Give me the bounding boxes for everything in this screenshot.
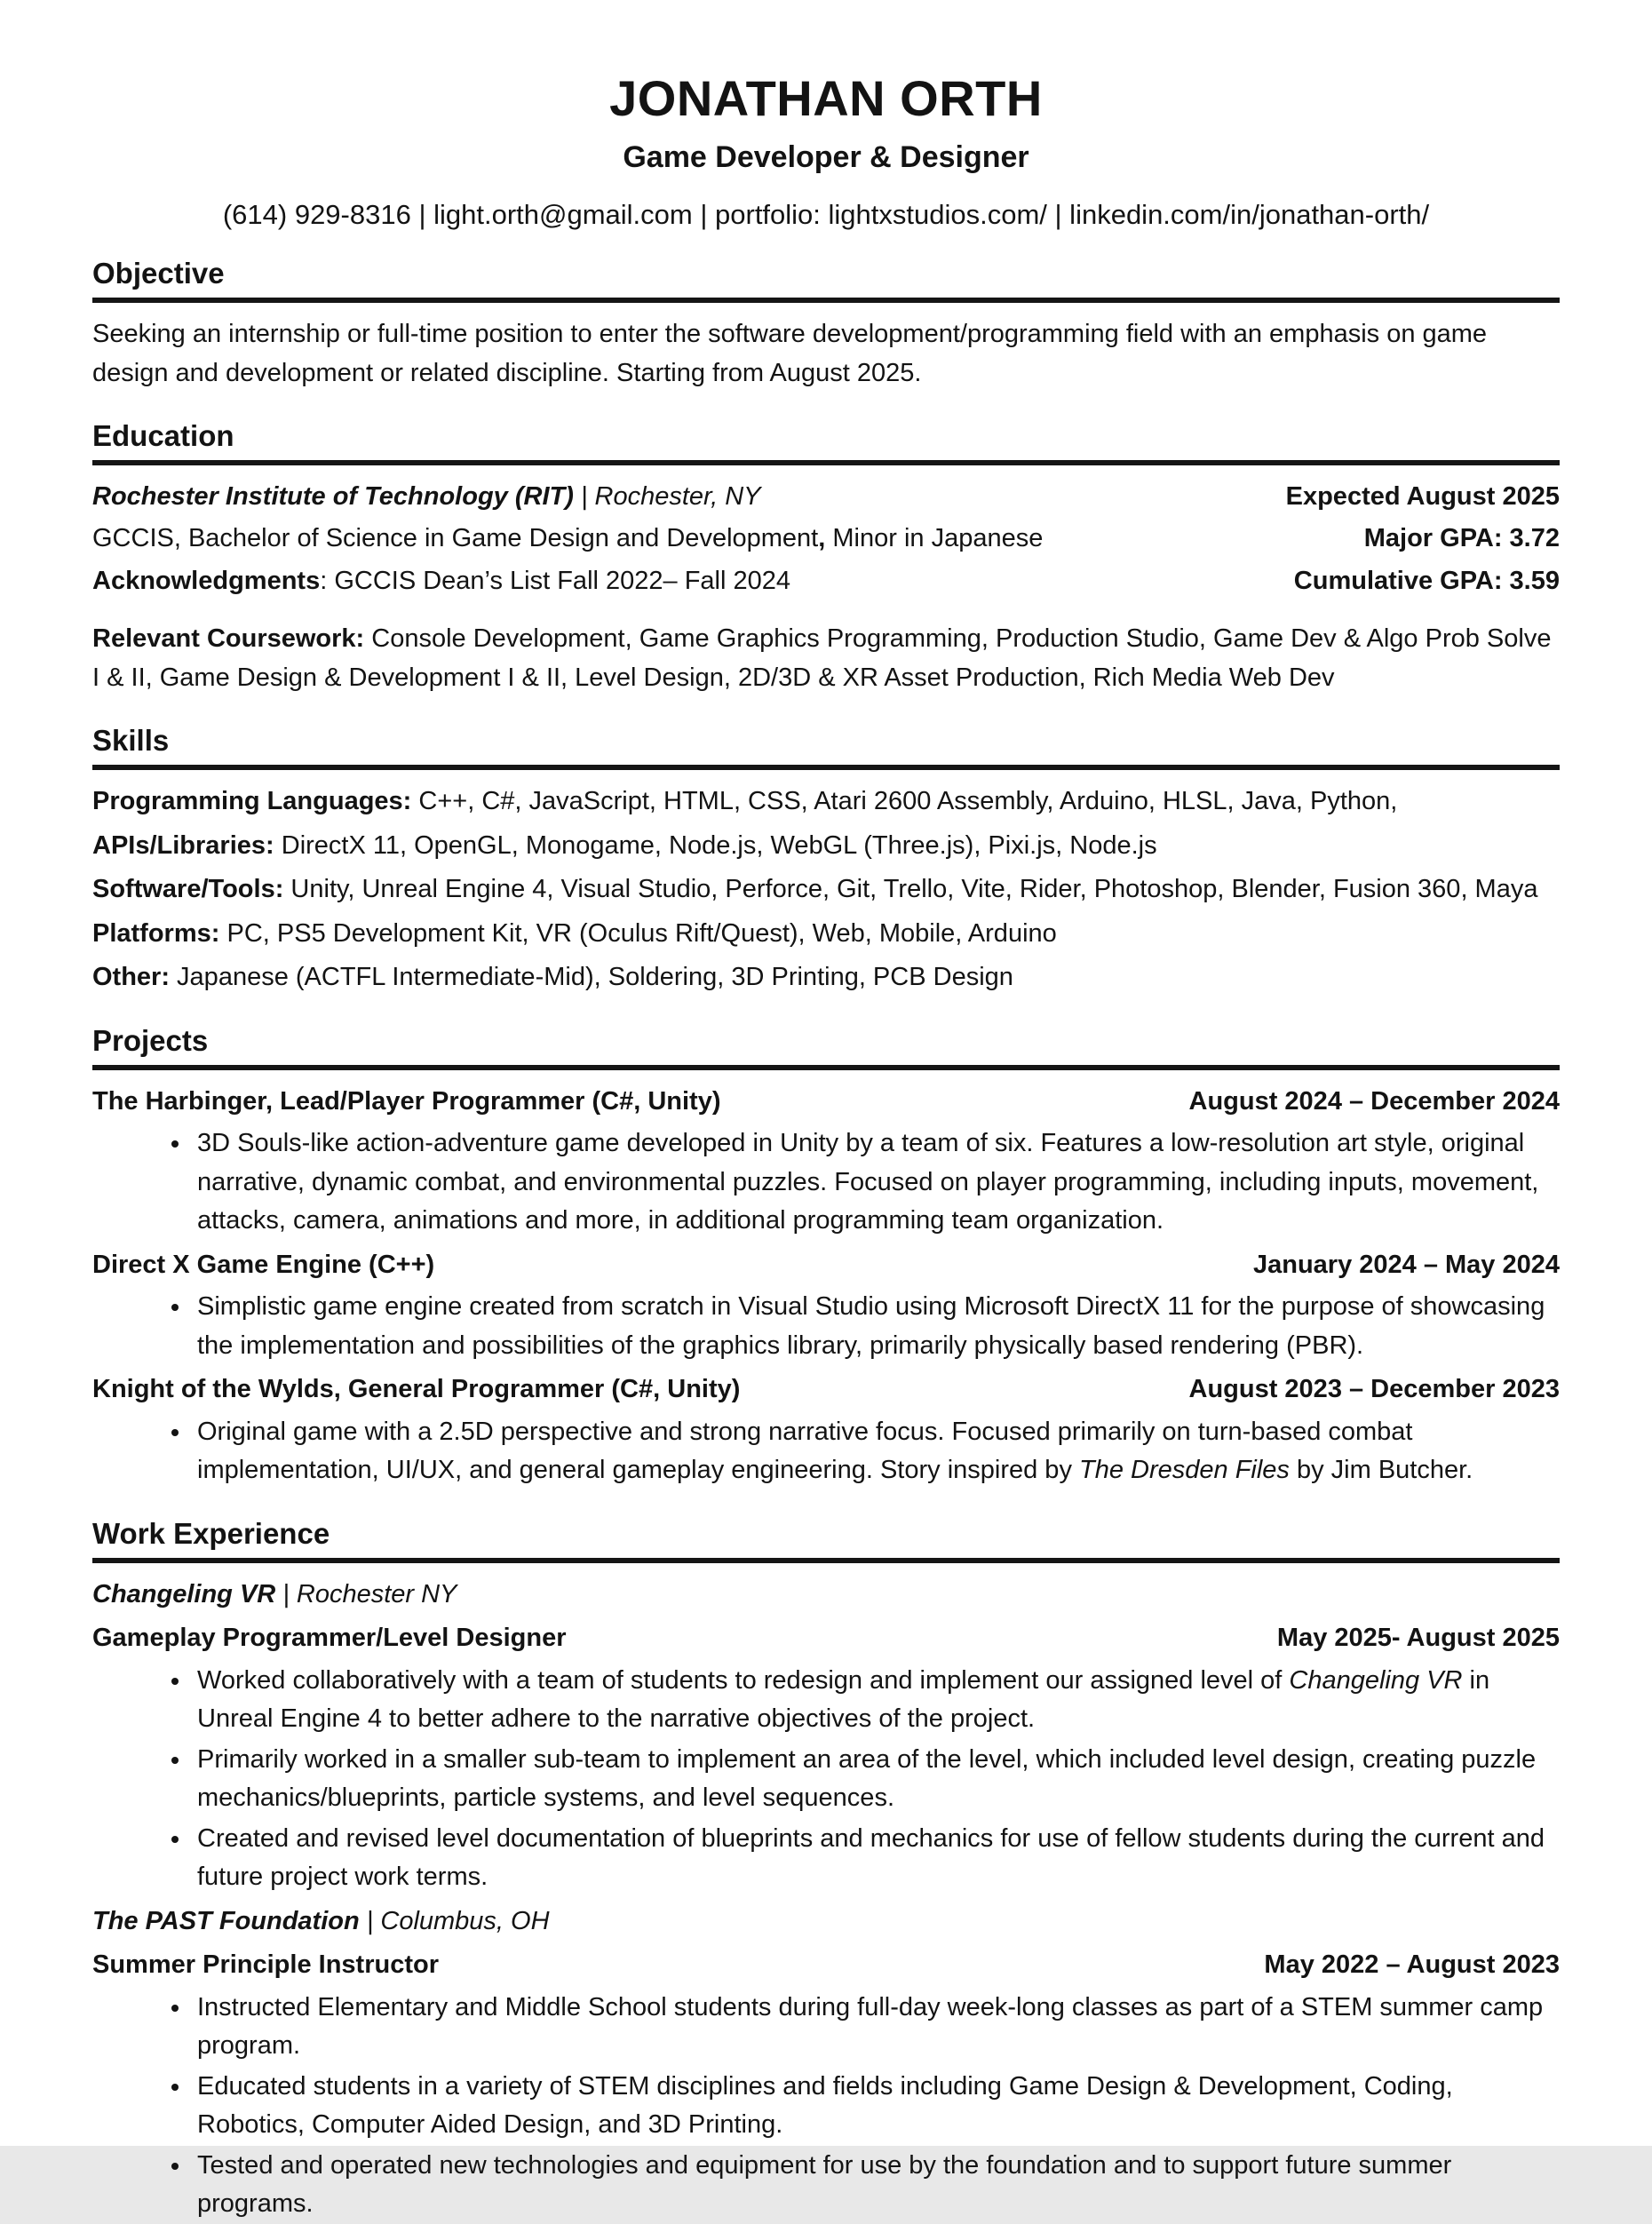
- objective-text: Seeking an internship or full-time position to enter the software development/programming field with an emphasis on game design and development or related discipline. Starting from August 2025.: [92, 320, 1488, 387]
- contact-line: (614) 929-8316 | light.orth@gmail.com | portfolio: lightxstudios.com/ | linkedin.com/in/jonathan-orth/: [222, 198, 1430, 230]
- section-education: [92, 419, 1560, 697]
- skills-apis-libraries: [92, 827, 1560, 866]
- bullet-italic-title: Changeling VR: [1289, 1665, 1463, 1695]
- section-skills: [92, 724, 1560, 997]
- coursework-text: Console Development, Game Graphics Programming, Production Studio, Game Dev & Algo Prob Solve I & II, Game Design & Development I & II, Level Design, 2D/3D & XR Asset Production, Rich Media Web Dev: [92, 624, 1552, 692]
- school-location: Rochester, NY: [594, 481, 761, 511]
- skills-label: APIs/Libraries:: [92, 830, 274, 860]
- person-name: JONATHAN ORTH: [609, 70, 1043, 126]
- job-role: Gameplay Programmer/Level Designer: [92, 1624, 567, 1653]
- project-title-row: [92, 1370, 1560, 1410]
- project-bullet: • 3D Souls-like action-adventure game developed in Unity by a team of six. Features a low-resolution art style, original narrative, dynamic combat, and environmental puzzles. Focused on player programming, including inputs, movement, attacks, camera, animations and more, in additional programming team organization.: [192, 1124, 1560, 1241]
- job-role-row: [92, 1619, 1560, 1658]
- person-job-title: Game Developer & Designer: [623, 139, 1029, 174]
- objective-heading: Objective: [92, 257, 1560, 303]
- section-objective: [92, 257, 1560, 393]
- bullet-text: Original game with a 2.5D perspective and strong narrative focus. Focused primarily on turn-based combat implementation, UI/UX, and general gameplay engineering. Story inspired by: [197, 1417, 1413, 1485]
- skills-software-tools: [92, 870, 1560, 909]
- company-separator: |: [275, 1579, 297, 1608]
- project-bullet: • Simplistic game engine created from scratch in Visual Studio using Microsoft DirectX 11 for the purpose of showcasing the implementation and possibilities of the graphics library, primarily physically based rendering (PBR).: [192, 1288, 1560, 1365]
- project-bullets: [92, 1413, 1560, 1490]
- project-bullets: [92, 1288, 1560, 1365]
- project-bullets: [92, 1124, 1560, 1241]
- job-bullet: • Instructed Elementary and Middle School students during full-day week-long classes as part of a STEM summer camp program.: [192, 1989, 1560, 2066]
- bullet-text: by Jim Butcher.: [1289, 1456, 1473, 1485]
- skills-programming-languages: [92, 782, 1560, 822]
- degree-minor: Minor in Japanese: [825, 524, 1044, 553]
- project-title: Direct X Game Engine (C++): [92, 1250, 435, 1279]
- company-name: The PAST Foundation: [92, 1906, 360, 1935]
- acknowledgments-label: Acknowledgments: [92, 566, 321, 595]
- cumulative-gpa: Cumulative GPA: 3.59: [1293, 566, 1560, 595]
- resume-header: [92, 71, 1560, 235]
- skills-text: Japanese (ACTFL Intermediate-Mid), Soldering, 3D Printing, PCB Design: [170, 963, 1013, 992]
- degree-comma: ,: [818, 524, 826, 553]
- projects-heading: Projects: [92, 1024, 1560, 1070]
- bullet-italic-title: The Dresden Files: [1079, 1456, 1290, 1485]
- job-dates: May 2025- August 2025: [1276, 1624, 1560, 1653]
- job-bullets: [92, 1989, 1560, 2224]
- education-degree: [92, 520, 1043, 559]
- project-title: The Harbinger, Lead/Player Programmer (C#, Unity): [92, 1086, 721, 1116]
- company-location: Columbus, OH: [380, 1906, 550, 1935]
- skills-text: PC, PS5 Development Kit, VR (Oculus Rift/Quest), Web, Mobile, Arduino: [219, 918, 1057, 948]
- job-company-line: [92, 1576, 1560, 1615]
- relevant-coursework: [92, 620, 1560, 697]
- education-acknowledgments: [92, 562, 790, 601]
- job-role-row: [92, 1946, 1560, 1985]
- job-bullets: [92, 1662, 1560, 1897]
- degree-text: GCCIS, Bachelor of Science in Game Design and Development: [92, 524, 819, 553]
- skills-label: Other:: [92, 963, 170, 992]
- bullet-text: in Unreal Engine 4 to better adhere to the narrative objectives of the project.: [197, 1665, 1490, 1734]
- skills-platforms: [92, 915, 1560, 954]
- skills-heading: Skills: [92, 724, 1560, 770]
- project-dates: August 2024 – December 2024: [1188, 1086, 1560, 1116]
- education-school-row: [92, 478, 1560, 517]
- skills-text: Unity, Unreal Engine 4, Visual Studio, Perforce, Git, Trello, Vite, Rider, Photoshop, Blender, Fusion 360, Maya: [283, 875, 1538, 904]
- education-expected-date: Expected August 2025: [1285, 481, 1560, 511]
- job-role: Summer Principle Instructor: [92, 1950, 439, 1980]
- job-company-line: [92, 1902, 1560, 1942]
- school-name: Rochester Institute of Technology (RIT): [92, 481, 574, 511]
- school-separator: |: [573, 481, 595, 511]
- education-degree-row: [92, 520, 1560, 559]
- skills-label: Software/Tools:: [92, 875, 284, 904]
- education-heading: Education: [92, 419, 1560, 465]
- acknowledgments-text: : GCCIS Dean’s List Fall 2022– Fall 2024: [320, 566, 791, 595]
- project-bullet: [192, 1413, 1560, 1490]
- skills-text: DirectX 11, OpenGL, Monogame, Node.js, WebGL (Three.js), Pixi.js, Node.js: [274, 830, 1157, 860]
- project-title-row: [92, 1083, 1560, 1122]
- job-bullet: • Educated students in a variety of STEM disciplines and fields including Game Design & Development, Coding, Robotics, Computer Aided Design, and 3D Printing.: [192, 2068, 1560, 2145]
- skills-label: Programming Languages:: [92, 787, 412, 816]
- project-dates: January 2024 – May 2024: [1252, 1250, 1560, 1279]
- education-school: [92, 478, 761, 517]
- job-bullet: • Tested and operated new technologies and equipment for use by the foundation and to support future summer programs.: [192, 2147, 1560, 2224]
- job-bullet: • Primarily worked in a smaller sub-team to implement an area of the level, which included level design, creating puzzle mechanics/blueprints, particle systems, and level sequences.: [192, 1741, 1560, 1818]
- education-acknowledgments-row: [92, 562, 1560, 601]
- bullet-text: Worked collaboratively with a team of students to redesign and implement our assigned level of: [197, 1665, 1290, 1695]
- skills-label: Platforms:: [92, 918, 220, 948]
- job-bullet: [192, 1662, 1560, 1739]
- company-separator: |: [359, 1906, 381, 1935]
- project-title: Knight of the Wylds, General Programmer (C#, Unity): [92, 1375, 741, 1404]
- project-title-row: [92, 1246, 1560, 1285]
- company-location: Rochester NY: [296, 1579, 457, 1608]
- section-projects: [92, 1024, 1560, 1490]
- coursework-label: Relevant Coursework:: [92, 624, 365, 654]
- skills-other: [92, 958, 1560, 997]
- major-gpa: Major GPA: 3.72: [1363, 524, 1560, 553]
- company-name: Changeling VR: [92, 1579, 276, 1608]
- section-work-experience: [92, 1517, 1560, 2224]
- project-dates: August 2023 – December 2023: [1188, 1375, 1560, 1404]
- skills-text: C++, C#, JavaScript, HTML, CSS, Atari 2600 Assembly, Arduino, HLSL, Java, Python,: [411, 787, 1398, 816]
- job-dates: May 2022 – August 2023: [1264, 1950, 1560, 1980]
- work-experience-heading: Work Experience: [92, 1517, 1560, 1563]
- job-bullet: • Created and revised level documentation of blueprints and mechanics for use of fellow students during the current and future project work terms.: [192, 1820, 1560, 1897]
